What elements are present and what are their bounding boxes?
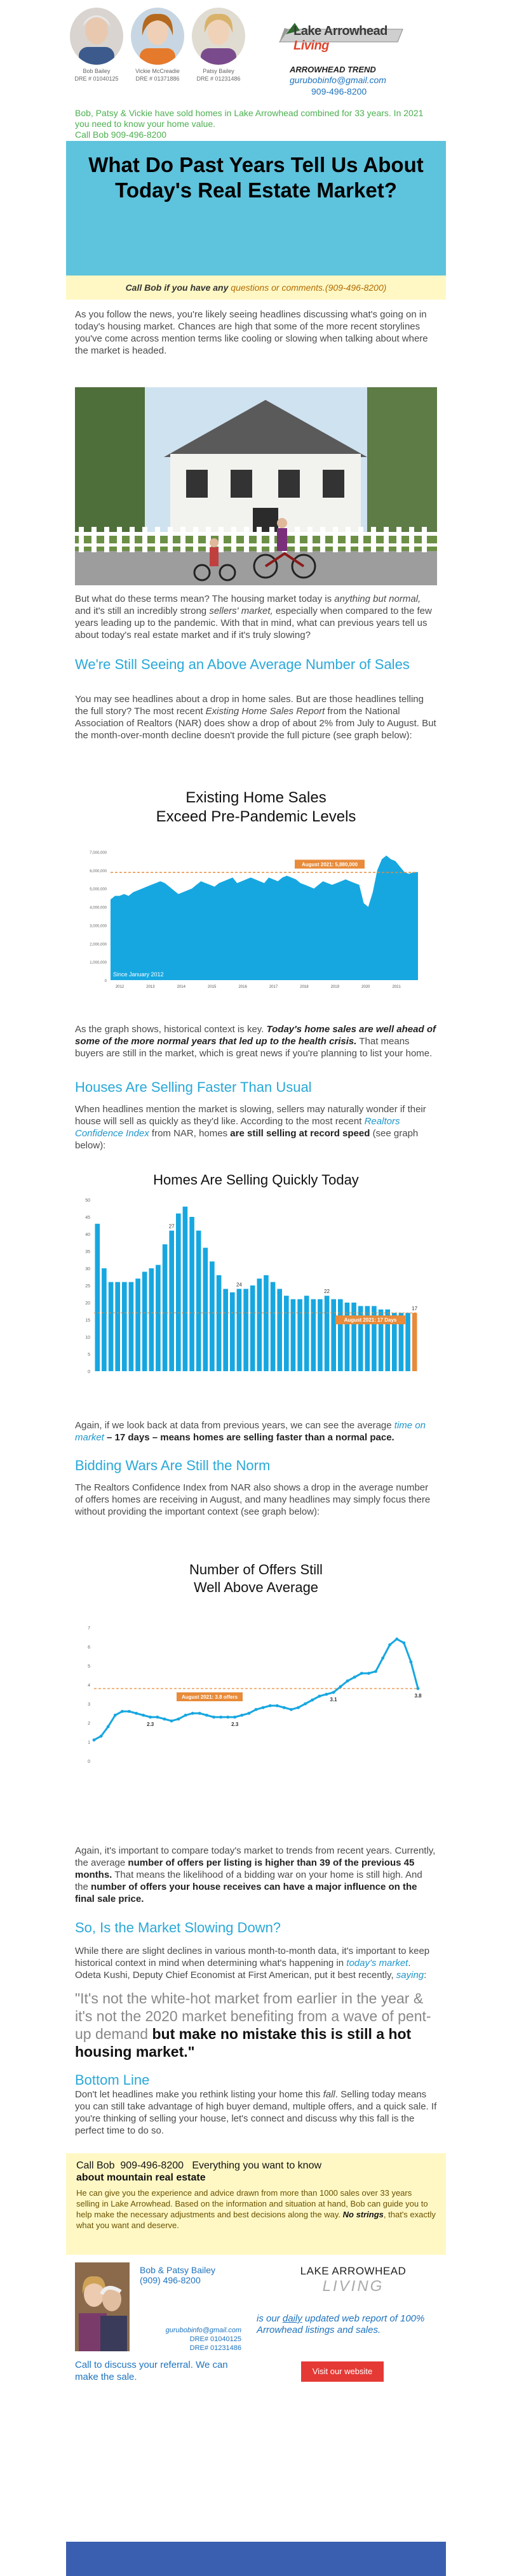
bar — [277, 1289, 282, 1371]
line-point — [226, 1716, 229, 1719]
paragraph-selling-faster — [75, 1103, 437, 1152]
bar — [176, 1214, 181, 1371]
economist-quote — [75, 1989, 437, 2061]
chart-title: Homes Are Selling Quickly Today — [153, 1172, 359, 1188]
bottom-bar — [66, 2542, 446, 2576]
para2-c: and it's still an incredibly strong — [75, 606, 207, 616]
sec3-after-a: Again, it's important to compare today's market to trends from recent years. Currently, the average — [75, 1845, 436, 1868]
bar-data-label: 27 — [168, 1223, 175, 1230]
line-point — [417, 1687, 420, 1690]
call-bar — [66, 276, 446, 300]
line-point — [163, 1718, 166, 1721]
y-tick-label: 25 — [85, 1284, 90, 1289]
line-point — [100, 1735, 103, 1738]
sec5-p-c: . Selling today means you can still take advantage of high buyer demand, multiple offers, and a quick sale. If you're thinking of selling your house, let's connect and discuss why this fall is the perfect time to do so. — [75, 2089, 437, 2136]
bar-data-label: 17 — [412, 1306, 418, 1312]
bar — [95, 1224, 100, 1371]
bar — [237, 1289, 242, 1371]
header-phone-link[interactable]: 909-496-8200 — [311, 86, 367, 96]
paragraph-bidding-wars: The Realtors Confidence Index from NAR also shows a drop in the average number of offers homes are receiving in August, and many headlines may simply focus there without providing the important context (see graph below): — [75, 1482, 431, 1517]
y-tick-label: 1 — [88, 1741, 90, 1745]
sec3-after-d: number of offers your house receives can have a major influence on the final sale price. — [75, 1882, 417, 1904]
line-point — [346, 1680, 349, 1683]
line-point — [297, 1706, 300, 1710]
trend-label: ARROWHEAD TREND — [290, 65, 376, 74]
line-point — [395, 1638, 398, 1641]
line-point — [248, 1712, 251, 1715]
x-tick-label: 2015 — [208, 985, 217, 989]
footer-tagline — [257, 2313, 428, 2336]
cta-tagline: Everything you want to know — [192, 2160, 322, 2171]
cta-body-a: He can give you the experience and advice drawn from more than 1000 sales over 33 years selling in Lake Arrowhead. Based on the information and situation at hand, Bob can guide you to help make the necessary adjustments and best decisions along the way. — [76, 2188, 428, 2219]
callbar-prefix: Call Bob if you have any — [125, 282, 229, 293]
cta-body — [76, 2188, 436, 2231]
bar — [338, 1299, 343, 1371]
y-tick-label: 40 — [85, 1233, 90, 1237]
bar — [412, 1313, 417, 1371]
y-tick-label: 3 — [88, 1703, 90, 1707]
bar — [325, 1296, 330, 1371]
line-point — [410, 1661, 413, 1664]
paragraph-market-terms — [75, 593, 437, 641]
line-point — [93, 1739, 96, 1742]
bar — [122, 1282, 127, 1371]
y-tick-label: 1,000,000 — [90, 961, 107, 966]
footer-tag-d: sales. — [355, 2325, 381, 2335]
saying-link[interactable]: saying — [396, 1970, 424, 1981]
chart-title: Well Above Average — [193, 1579, 319, 1595]
bar-data-label: 24 — [236, 1282, 242, 1288]
y-tick-label: 0 — [88, 1370, 90, 1374]
y-tick-label: 4,000,000 — [90, 906, 107, 910]
existing-home-sales-report-link[interactable]: Existing Home Sales Report — [205, 706, 325, 717]
line-point — [198, 1712, 201, 1715]
bar — [163, 1244, 168, 1371]
sec4-p-c: . Odeta Kushi, Deputy Chief Economist at First American, put it best recently, — [75, 1958, 411, 1981]
y-tick-label: 2,000,000 — [90, 943, 107, 947]
line-point — [381, 1657, 384, 1660]
line-point — [276, 1704, 279, 1708]
line-point — [212, 1716, 215, 1719]
line-point — [205, 1714, 208, 1717]
bar — [183, 1207, 188, 1371]
annotation-label: August 2021: 5,880,000 — [301, 861, 358, 868]
line-point — [269, 1704, 272, 1708]
sec1-p-a: You may see headlines about a drop in home sales. But are those headlines telling the full story? The most recent — [75, 694, 424, 717]
y-tick-label: 5,000,000 — [90, 887, 107, 892]
hero-banner — [66, 141, 446, 276]
paragraph-sales-after — [75, 1023, 437, 1059]
footer-tag-c: updated web report of 100% Arrowhead listings and — [257, 2313, 425, 2335]
bar — [291, 1299, 296, 1371]
line-point — [156, 1716, 159, 1719]
annotation-label: August 2021: 3.8 offers — [181, 1694, 238, 1700]
line-point — [219, 1716, 222, 1719]
para2-b: anything but normal, — [334, 594, 421, 604]
visit-website-button[interactable]: Visit our website — [301, 2361, 384, 2382]
sec1-after-b: Today's home sales are well ahead of some of the more normal years that led up to the health crisis. — [75, 1024, 436, 1047]
y-tick-label: 20 — [85, 1301, 90, 1306]
x-tick-label: 2018 — [300, 985, 309, 989]
footer-email[interactable]: gurubobinfo@gmail.com — [165, 2327, 241, 2334]
line-point — [402, 1642, 405, 1645]
paragraph-slowing — [75, 1945, 437, 1981]
bar — [250, 1285, 255, 1371]
agent-dre: DRE # 01040125 — [74, 76, 119, 82]
chart-title: Existing Home Sales — [185, 789, 327, 806]
para2-a: But what do these terms mean? The housing market today is — [75, 594, 332, 604]
line-point — [290, 1708, 293, 1711]
y-tick-label: 7,000,000 — [90, 851, 107, 855]
cta-call-bob: Call Bob — [76, 2160, 115, 2171]
line-point — [233, 1716, 236, 1719]
x-tick-label: 2019 — [330, 985, 339, 989]
sec4-p-a: While there are slight declines in various month-to-month data, it's important to keep historical context in mind when determining what's happening in — [75, 1946, 430, 1969]
para2-e: especially when compared to the few years leading up to the pandemic. With that in mind, what can previous years tell us about today's real estate market and if it's truly slowing? — [75, 606, 432, 641]
section-title-sales: We're Still Seeing an Above Average Number of Sales — [75, 656, 410, 672]
agent-name: Patsy Bailey — [203, 68, 234, 74]
bar — [223, 1289, 228, 1371]
agent-photo — [192, 8, 245, 65]
y-tick-label: 0 — [88, 1760, 90, 1764]
y-tick-label: 35 — [85, 1250, 90, 1254]
footer-referral: Call to discuss your referral. We can make the sale. — [75, 2360, 228, 2382]
bar — [102, 1268, 107, 1371]
todays-market-link[interactable]: today's market — [346, 1958, 408, 1969]
bar — [230, 1292, 235, 1371]
paragraph-bottom-line — [75, 2088, 437, 2137]
y-tick-label: 5 — [88, 1353, 90, 1357]
y-tick-label: 2 — [88, 1722, 90, 1726]
line-point — [325, 1693, 328, 1696]
y-tick-label: 7 — [88, 1626, 90, 1631]
bar — [129, 1282, 134, 1371]
quote-b: but make no mistake this is still a hot housing market." — [75, 2026, 412, 2060]
sec2-p-d: are still selling at record speed — [230, 1128, 370, 1139]
line-data-label: 2.3 — [231, 1722, 239, 1727]
footer-logo-top: LAKE ARROWHEAD — [300, 2265, 407, 2277]
footer-tag-a: is our — [257, 2313, 280, 2324]
bar — [109, 1282, 114, 1371]
bar — [189, 1217, 194, 1371]
sec2-after-a: Again, if we look back at data from previous years, we can see the average — [75, 1420, 392, 1431]
bar — [243, 1289, 248, 1371]
bar — [304, 1296, 309, 1371]
line-point — [107, 1725, 110, 1729]
annotation-label: August 2021: 17 Days — [344, 1317, 397, 1324]
line-point — [240, 1714, 243, 1717]
cta-heading — [76, 2160, 436, 2184]
logo-main: Lake Arrowhead — [293, 24, 387, 38]
note-label: Since January 2012 — [113, 971, 164, 978]
line-point — [142, 1714, 145, 1717]
agent-dre: DRE # 01371886 — [135, 76, 180, 82]
footer-contact — [140, 2265, 215, 2285]
line-point — [135, 1712, 138, 1715]
sec2-p-c: from NAR, homes — [151, 1128, 228, 1139]
area-series — [111, 856, 418, 980]
x-tick-label: 2012 — [115, 985, 125, 989]
paragraph-selling-faster-after — [75, 1419, 437, 1444]
agent-photo — [70, 8, 123, 65]
agent-name: Bob Bailey — [83, 68, 111, 74]
bar — [169, 1231, 174, 1371]
y-tick-label: 15 — [85, 1318, 90, 1323]
line-point — [388, 1643, 391, 1647]
bar — [135, 1278, 140, 1371]
sec4-p-e: : — [424, 1970, 427, 1981]
bar — [284, 1296, 289, 1371]
footer — [75, 2262, 437, 2408]
sec2-p-e: (see graph below): — [75, 1128, 419, 1151]
line-point — [121, 1710, 124, 1713]
time-on-market-link[interactable]: time on market — [75, 1420, 426, 1443]
line-point — [332, 1691, 335, 1694]
sec3-after-b: number of offers per listing is higher than 39 of the previous 45 months. — [75, 1857, 415, 1880]
realtors-confidence-index-link[interactable]: Realtors Confidence Index — [75, 1116, 400, 1139]
bar — [318, 1299, 323, 1371]
sec2-p-a: When headlines mention the market is slowing, sellers may naturally wonder if their house will sell as quickly as they'd like. According to the most recent — [75, 1104, 426, 1127]
house-photo — [75, 387, 437, 585]
bar — [297, 1299, 302, 1371]
cta-body-b: No strings — [342, 2210, 384, 2219]
footer-dre1: DRE# 01040125 — [189, 2335, 241, 2343]
y-tick-label: 5 — [88, 1664, 90, 1669]
logo-text — [293, 24, 409, 53]
section-title-bottom-line: Bottom Line — [75, 2072, 150, 2088]
chart-days-on-market — [75, 1162, 437, 1409]
x-tick-label: 2020 — [361, 985, 370, 989]
paragraph-bidding-wars-after — [75, 1845, 437, 1905]
bar — [142, 1271, 147, 1371]
bar — [405, 1313, 410, 1371]
bar — [115, 1282, 120, 1371]
line-point — [255, 1708, 258, 1711]
cta-body-c: , that's exactly what you want and deserve. — [76, 2210, 436, 2230]
section-title-bidding-wars: Bidding Wars Are Still the Norm — [75, 1457, 271, 1473]
sec1-p-c: from the National Association of Realtors (NAR) does show a drop of about 2% from July to August. But the month-over-month decline doesn't provide the full picture (see graph below): — [75, 706, 436, 741]
agent-card-bob — [66, 8, 127, 83]
line-point — [283, 1706, 286, 1710]
line-point — [184, 1714, 187, 1717]
x-tick-label: 2013 — [146, 985, 155, 989]
lake-arrowhead-living-logo[interactable] — [276, 15, 409, 57]
line-point — [262, 1706, 265, 1710]
line-point — [374, 1670, 377, 1673]
footer-dre2: DRE# 01231486 — [189, 2344, 241, 2352]
agent-photo — [131, 8, 184, 65]
bar — [311, 1299, 316, 1371]
line-point — [114, 1714, 117, 1717]
footer-credentials — [140, 2326, 241, 2353]
cta-phone[interactable]: 909-496-8200 — [120, 2160, 184, 2171]
line-point — [339, 1685, 342, 1689]
quote-a: "It's not the white-hot market from earlier in the year & it's not the 2020 market benefiting from a wave of pent-up demand — [75, 1990, 431, 2042]
call-to-action-box — [66, 2153, 446, 2255]
x-tick-label: 2017 — [269, 985, 278, 989]
callbar-suffix: questions or comments.(909-496-8200) — [231, 282, 387, 293]
line-point — [191, 1712, 194, 1715]
chart-title: Number of Offers Still — [189, 1562, 323, 1577]
y-tick-label: 10 — [85, 1336, 90, 1340]
y-tick-label: 3,000,000 — [90, 924, 107, 929]
line-point — [311, 1699, 314, 1702]
y-tick-label: 4 — [88, 1683, 90, 1688]
chart-title: Exceed Pre-Pandemic Levels — [156, 808, 356, 825]
line-point — [304, 1703, 307, 1706]
bar — [196, 1231, 201, 1371]
line-point — [367, 1672, 370, 1675]
agent-dre: DRE # 01231486 — [196, 76, 241, 82]
section-title-selling-faster: Houses Are Selling Faster Than Usual — [75, 1079, 312, 1095]
section-title-slowing: So, Is the Market Slowing Down? — [75, 1920, 281, 1935]
cta-tagline-2: about mountain real estate — [76, 2172, 206, 2183]
y-tick-label: 45 — [85, 1216, 90, 1220]
paragraph-sales — [75, 693, 437, 741]
x-tick-label: 2016 — [238, 985, 247, 989]
footer-logo[interactable] — [277, 2265, 429, 2295]
bar — [331, 1299, 336, 1371]
line-point — [318, 1695, 321, 1698]
y-tick-label: 0 — [104, 979, 107, 983]
line-point — [353, 1676, 356, 1679]
y-tick-label: 6 — [88, 1645, 90, 1650]
sec1-after-a: As the graph shows, historical context is key. — [75, 1024, 264, 1035]
bar — [156, 1265, 161, 1371]
line-point — [149, 1716, 152, 1719]
footer-tag-b: daily — [282, 2313, 302, 2324]
line-data-label: 3.8 — [414, 1693, 422, 1699]
y-tick-label: 30 — [85, 1267, 90, 1271]
intro-line1: Bob, Patsy & Vickie have sold homes in Lake Arrowhead combined for 33 years. In 2021 you need to know your home value. — [75, 108, 424, 129]
chart-existing-home-sales — [75, 776, 437, 1009]
header-email-link[interactable]: gurubobinfo@gmail.com — [290, 75, 386, 85]
footer-phone[interactable]: (909) 496-8200 — [140, 2275, 201, 2285]
bar — [203, 1248, 208, 1371]
bar — [264, 1275, 269, 1371]
bar — [210, 1261, 215, 1371]
chart-number-of-offers — [75, 1539, 437, 1805]
line-data-label: 2.3 — [147, 1722, 154, 1727]
agent-card-patsy — [188, 8, 249, 83]
sec2-after-c: – 17 days – means homes are selling faster than a normal pace. — [107, 1432, 394, 1443]
line-data-label: 3.1 — [330, 1697, 337, 1703]
footer-names: Bob & Patsy Bailey — [140, 2265, 216, 2275]
sec5-p-a: Don't let headlines make you rethink listing your home this — [75, 2089, 321, 2100]
agent-name: Vickie McCreadie — [135, 68, 180, 74]
intro-line2: Call Bob 909-496-8200 — [75, 129, 166, 140]
sec1-after-c: That means buyers are still in the market, which is great news if you're planning to list your home. — [75, 1036, 433, 1059]
footer-logo-bottom: LIVING — [322, 2278, 384, 2295]
footer-agents-photo — [75, 2262, 130, 2351]
line-point — [128, 1710, 131, 1713]
bar — [217, 1275, 222, 1371]
sec5-p-b: fall — [323, 2089, 335, 2100]
x-tick-label: 2021 — [392, 985, 401, 989]
line-point — [360, 1672, 363, 1675]
bar-data-label: 22 — [324, 1289, 330, 1295]
x-tick-label: 2014 — [177, 985, 185, 989]
line-series — [94, 1639, 418, 1740]
y-tick-label: 6,000,000 — [90, 869, 107, 873]
bar — [271, 1282, 276, 1371]
bar — [149, 1268, 154, 1371]
para2-d: sellers' market, — [209, 606, 273, 616]
bar — [257, 1278, 262, 1371]
paragraph-intro: As you follow the news, you're likely seeing headlines discussing what's going on in today's housing market. Chances are high that some of the more recent storylines you've come across mention terms like cooling or slowing when talking about where the market is headed. — [75, 309, 428, 356]
line-point — [177, 1718, 180, 1721]
y-tick-label: 50 — [85, 1198, 90, 1203]
logo-accent: Living — [293, 39, 329, 53]
agent-card-vickie — [127, 8, 188, 83]
line-point — [170, 1720, 173, 1723]
sec3-after-c: That means the likelihood of a bidding war on your home is still high. And the — [75, 1869, 422, 1892]
page-title: What Do Past Years Tell Us About Today's Real Estate Market? — [88, 153, 424, 202]
